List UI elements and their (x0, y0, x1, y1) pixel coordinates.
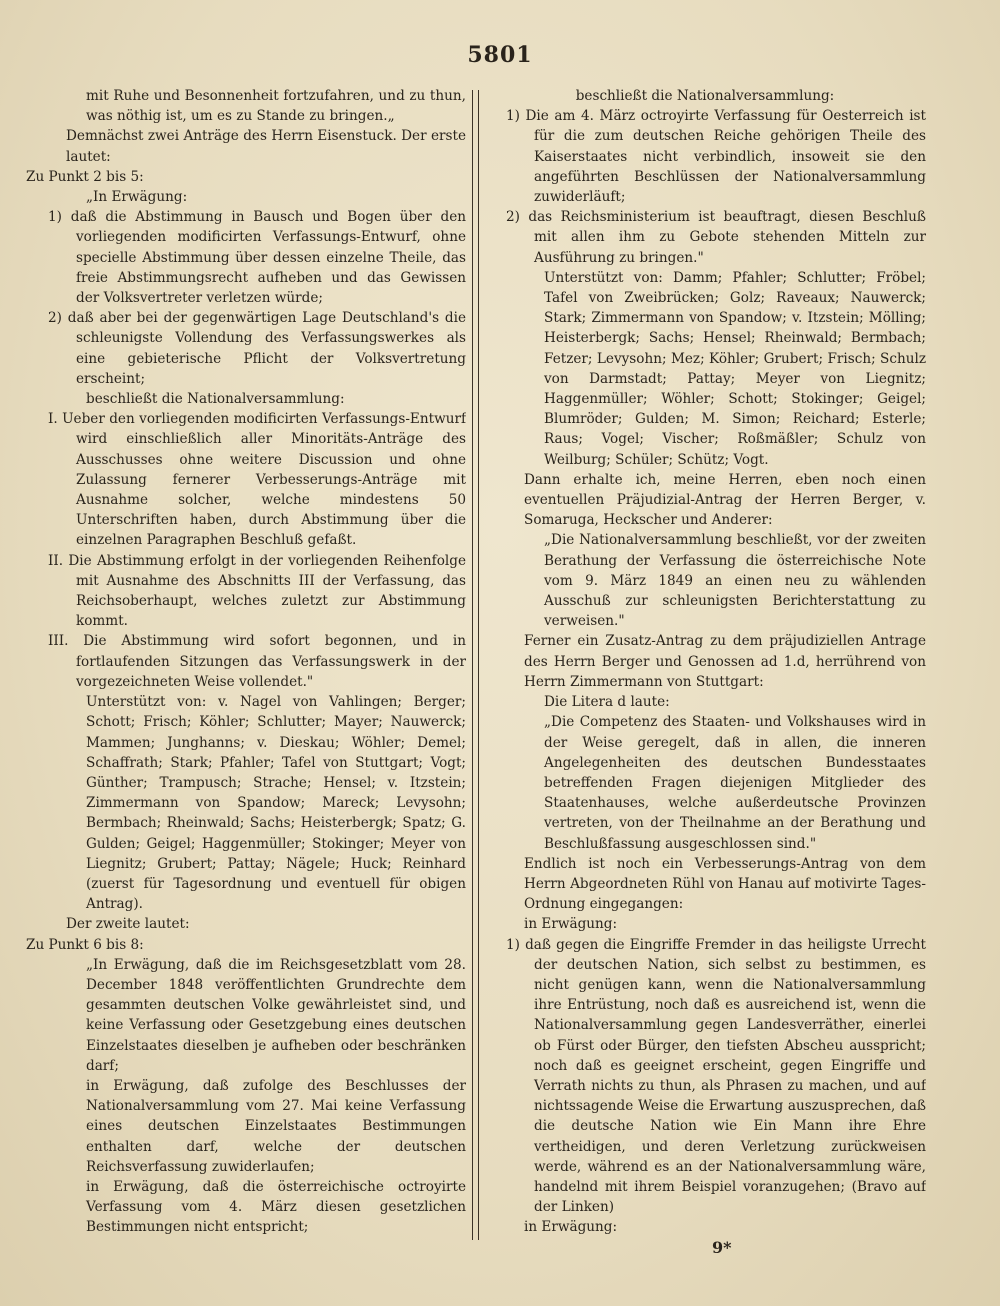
paragraph: Unterstützt von: Damm; Pfahler; Schlutter; Fröbel; Tafel von Zweibrücken; Golz; Raveaux; Nauwerck; Stark; Zimmermann von Spandow; v. Itzstein; Mölling; Heisterbergk; Sachs; Hensel; Rheinwald; Bermbach; Fetzer; Levysohn; Mez; Köhler; Grubert; Frisch; Schulz von Darmstadt; Pattay; Meyer von Liegnitz; Haggenmüller; Wöhler; Schott; Stokinger; Geigel; Blumröder; Gulden; M. Simon; Reichard; Esterle; Raus; Vogel; Vischer; Roßmäßler; Schulz von Weilburg; Schüler; Schütz; Vogt. (544, 269, 926, 468)
paragraph: „In Erwägung, daß die im Reichsgesetzblatt vom 28. December 1848 veröffentlichten Grundrechte dem gesammten deutschen Volke gewährleistet sind, und keine Verfassung oder Gesetzgebung eines deutschen Einzelstaates dieselben je aufheben oder beschränken darf; (86, 956, 466, 1074)
paragraph: in Erwägung, daß die österreichische octroyirte Verfassung vom 4. März diesen gesetzlichen Bestimmungen nicht entspricht; (86, 1178, 466, 1236)
paragraph: III. Die Abstimmung wird sofort begonnen, und in fortlaufenden Sitzungen das Verfassungswerk in der vorgezeichneten Weise vollendet." (48, 633, 466, 690)
page-number: 5801 (467, 42, 533, 68)
column-divider (472, 90, 479, 1240)
paragraph: „In Erwägung: (86, 189, 188, 206)
paragraph: Die Litera d laute: (544, 694, 670, 711)
paragraph: „Die Nationalversammlung beschließt, vor der zweiten Berathung der Verfassung die österreichische Note vom 9. März 1849 an einen neu zu wählenden Ausschuß zur schleunigsten Berichterstattung zu verweisen." (544, 532, 926, 630)
paragraph: Endlich ist noch ein Verbesserungs-Antrag von dem Herrn Abgeordneten Rühl von Hanau auf motivirte Tages-Ordnung eingegangen: (524, 855, 926, 913)
paragraph: beschließt die Nationalversammlung: (575, 88, 835, 104)
right-column (484, 86, 926, 1236)
paragraph: Zu Punkt 6 bis 8: (26, 936, 144, 953)
paragraph: in Erwägung, daß zufolge des Beschlusses der Nationalversammlung vom 27. Mai keine Verfassung eines deutschen Einzelstaates Bestimmungen enthalten darf, welche der deutschen Reichsverfassung zuwiderlaufen; (86, 1077, 466, 1175)
paragraph: Ferner ein Zusatz-Antrag zu dem präjudiziellen Antrage des Herrn Berger und Genossen ad 1.d, herrührend von Herrn Zimmermann von Stuttgart: (524, 633, 926, 690)
paragraph: Demnächst zwei Anträge des Herrn Eisenstuck. Der erste lautet: (66, 128, 466, 165)
paragraph: mit Ruhe und Besonnenheit fortzufahren, und zu thun, was nöthig ist, um es zu Stande zu bringen.„ (86, 88, 466, 125)
paragraph: Dann erhalte ich, meine Herren, eben noch einen eventuellen Präjudizial-Antrag der Herren Berger, v. Somaruga, Heckscher und Anderer: (524, 471, 926, 529)
paragraph: I. Ueber den vorliegenden modificirten Verfassungs-Entwurf wird einschließlich aller Minoritäts-Anträge des Ausschusses ohne weitere Discussion und ohne Zulassung fernerer Verbesserungs-Anträge mit Ausnahme solcher, welche mindestens 50 Unterschriften haben, durch Abstimmung über die einzelnen Paragraphen Beschluß gefaßt. (48, 411, 466, 549)
paragraph: 2) daß aber bei der gegenwärtigen Lage Deutschland's die schleunigste Vollendung des Verfassungswerkes als eine gebieterische Pflicht der Volksvertretung erscheint; (48, 310, 466, 387)
paragraph: II. Die Abstimmung erfolgt in der vorliegenden Reihenfolge mit Ausnahme des Abschnitts III der Verfassung, das Reichsoberhaupt, welches zuletzt zur Abstimmung kommt. (48, 552, 466, 630)
paragraph: 1) Die am 4. März octroyirte Verfassung für Oesterreich ist für die zum deutschen Reiche gehörigen Theile des Kaiserstaates nicht verbindlich, insoweit sie den angeführten Beschlüssen der Nationalversammlung zuwiderläuft; (506, 108, 926, 206)
paragraph: Unterstützt von: v. Nagel von Vahlingen; Berger; Schott; Frisch; Köhler; Schlutter; Mayer; Nauwerck; Mammen; Junghanns; v. Dieskau; Wöhler; Demel; Schaffrath; Stark; Pfahler; Tafel von Stuttgart; Vogt; Günther; Trampusch; Strache; Hensel; v. Itzstein; Zimmermann von Spandow; Mareck; Levysohn; Bermbach; Rheinwald; Sachs; Heisterbergk; Spatz; G. Gulden; Geigel; Haggenmüller; Stokinger; Meyer von Liegnitz; Grubert; Pattay; Nägele; Huck; Reinhard (zuerst für Tagesordnung und eventuell für obigen Antrag). (86, 694, 466, 913)
paragraph: in Erwägung: (524, 916, 618, 933)
paragraph: in Erwägung: (524, 1219, 618, 1236)
paragraph: Der zweite lautet: (66, 916, 190, 933)
paragraph: „Die Competenz des Staaten- und Volkshauses wird in der Weise geregelt, daß in allen, die inneren Angelegenheiten des deutschen Bundesstaates betreffenden Fragen diejenigen Mitglieder des Staatenhauses, welche außerdeutsche Provinzen vertreten, von der Theilnahme an der Berathung und Beschlußfassung ausgeschlossen sind." (544, 714, 926, 852)
paragraph: beschließt die Nationalversammlung: (86, 391, 345, 408)
paragraph: 1) daß die Abstimmung in Bausch und Bogen über den vorliegenden modificirten Verfassungs-Entwurf, ohne specielle Abstimmung über dessen einzelne Theile, das freie Abstimmungsrecht aufheben und das Gewissen der Volksvertreter verletzen würde; (48, 209, 466, 307)
paragraph: 1) daß gegen die Eingriffe Fremder in das heiligste Urrecht der deutschen Nation, sich selbst zu bestimmen, es nicht genügen kann, wenn die Nationalversammlung ihre Entrüstung, noch daß es ausreichend ist, wenn die Nationalversammlung gegen Landesverräther, einerlei ob Fürst oder Bürger, den tiefsten Abscheu ausspricht; noch daß es geeignet erscheint, gegen Eingriffe und Verrath nichts zu thun, als Phrasen zu machen, und auf nichtssagende Weise die Erwartung auszusprechen, daß die deutsche Nation wie Ein Mann ihre Ehre vertheidigen, und deren Verletzung zurückweisen werde, während es an der Nationalversammlung wäre, handelnd mit ihrem Beispiel voranzugehen; (Bravo auf der Linken) (506, 936, 926, 1216)
paragraph: 2) das Reichsministerium ist beauftragt, diesen Beschluß mit allen ihm zu Gebote stehenden Mitteln zur Ausführung zu bringen." (506, 209, 926, 266)
left-column (26, 86, 466, 1236)
paragraph: Zu Punkt 2 bis 5: (26, 168, 144, 185)
footer-signature: 9* (712, 1238, 732, 1257)
